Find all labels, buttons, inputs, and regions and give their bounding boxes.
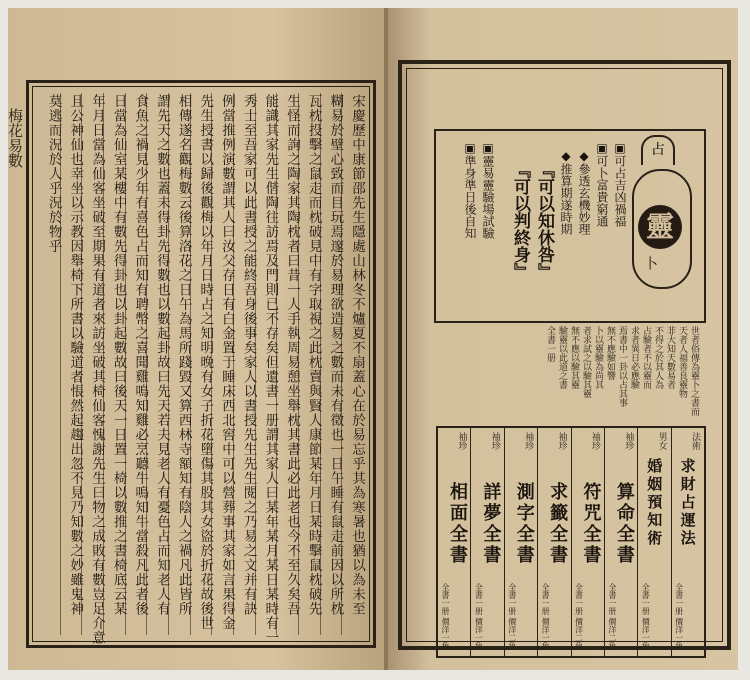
book-label: 袖珍 [589, 432, 600, 450]
left-page [8, 8, 386, 670]
ad-frame [398, 60, 731, 650]
book-title: 求財占運法 [678, 458, 697, 548]
seal-icon: 靈 [638, 205, 682, 249]
small-ad-line: 世者俗傳為靈卜之書而 [689, 326, 699, 416]
open-book [8, 8, 738, 670]
book-price: 全書一册 價洋一角 [674, 583, 684, 650]
text-column: 相傳遂名觀梅數云後算洛花之日午為馬所踐毀又算西林寺額知有陰人之禍凡此皆所 [168, 93, 190, 635]
seal-side-char: 卜 [642, 256, 658, 270]
small-ad-line: 卜以靈驗為尚其 [593, 326, 603, 389]
book-list [436, 426, 706, 658]
ad-slogan: 『可以判終身』 [510, 161, 530, 280]
small-ad-line: 無不應以驗其靈 [569, 326, 579, 389]
book-title: 算命全書 [613, 482, 635, 566]
book-price: 全書一册 價洋一角 [541, 583, 551, 650]
book-entry [671, 428, 704, 656]
book-price: 全書一册 價洋二角 [574, 583, 584, 650]
book-title: 符咒全書 [580, 482, 602, 566]
advert-box [434, 129, 706, 323]
seal-badge: 占 [641, 135, 675, 165]
text-column: 瓦枕投擊之鼠走而枕破見中有字取視之此枕賣與賢人康節某年月日某時擊鼠枕破先 [298, 93, 320, 635]
ad-line: ▣可占吉凶禍福 [613, 141, 627, 227]
text-column: 先生授書以歸後觀梅以年月日時占之知明晚有女子折花墮傷其股其女盜於折花故後世 [190, 93, 212, 635]
text-column: 且公神仙也幸坐以示教因舉椅下所書以驗道者悵然起趨出忽不見乃知數之妙雖鬼神 [60, 93, 82, 635]
text-column: 秀士至吾家可以此書授之能終吾身後事矣家人以書授先生先生閱之乃易之文并有訣 [233, 93, 255, 635]
book-entry [470, 428, 503, 656]
small-ad-line: 焉書中一卦以占其事 [617, 326, 627, 407]
small-ad-line: 無不應驗如響 [605, 326, 615, 380]
book-label: 袖珍 [556, 432, 567, 450]
text-column: 莫逃而況於人乎況於物乎 [45, 94, 62, 254]
text-column: 日當為仙室某樓中有數先得卦也以卦起數故曰後天一日置一椅以數推之書椅底云某 [103, 93, 125, 635]
book-label: 法術 [690, 432, 700, 450]
book-label: 袖珍 [523, 432, 534, 450]
ad-line: ▣靈易靈驗場試驗 [481, 141, 495, 239]
ad-line: ▣準身準日後自知 [463, 141, 477, 239]
book-title: 相面全書 [447, 482, 468, 566]
book-price: 全書一册 價洋二角 [607, 583, 617, 650]
book-entry [504, 428, 537, 656]
book-label: 袖珍 [489, 432, 500, 450]
small-ad-line: 全書一册 [545, 326, 555, 362]
ad-line: ▣可卜富貴窮通 [595, 141, 609, 227]
text-columns [39, 93, 365, 645]
book-price: 全書一册 價洋一角 [474, 583, 484, 650]
book-title: 測字全書 [513, 482, 535, 566]
book-title: 求籤全書 [547, 482, 569, 566]
ad-slogan: 『可以知休咎』 [534, 161, 554, 280]
book-entry [438, 428, 470, 656]
small-ad-line: 者求試之以驗其靈 [581, 326, 591, 398]
book-label: 袖珍 [623, 432, 634, 450]
ad-line: ◆推算期遂時期 [559, 149, 573, 235]
book-price: 全書一册 價洋一角 [441, 583, 450, 650]
right-page [388, 8, 738, 670]
small-ad-line: 求者異日必應驗 [629, 326, 639, 389]
small-ad-line: 占驗者不以靈而 [641, 326, 651, 389]
book-entry [571, 428, 604, 656]
book-entry [637, 428, 670, 656]
text-column: 年月日當為仙客坐破至期果有道者來訪坐破其椅仙客愧謝先生曰物之成敗有數豈足介意 [81, 93, 103, 635]
small-ad-line: 天者人福善良靈物 [677, 326, 687, 398]
small-advert [436, 322, 702, 422]
book-title: 詳夢全書 [480, 482, 502, 566]
small-ad-line: 驗靈以此道之書 [557, 326, 567, 389]
book-price: 全書一册 價洋一角 [641, 583, 651, 650]
small-ad-line: 非大知天數易者 [665, 326, 675, 389]
book-label: 男女 [656, 432, 667, 450]
spine-title: 梅花易數 [6, 108, 24, 168]
book-label: 袖珍 [456, 432, 467, 450]
book-price: 全書一册 價洋二角 [507, 583, 517, 650]
text-column: 能識其家先生偕陶往訪焉及門則已不存矣但遺書一册謂其家人曰某年某月某日某時有一 [255, 93, 277, 635]
text-frame [26, 80, 376, 648]
text-column: 宋慶歷中康節邵先生隱處山林冬不爐夏不扇蓋心在於易忘乎其為寒暑也猶以為未至 [341, 93, 363, 635]
text-column: 生怪而詢之陶家其陶枕者曰昔一人手執周易憩坐舉枕其書此必此老也今不至久矣吾 [276, 93, 298, 635]
book-title: 婚姻預知術 [645, 458, 664, 548]
book-entry [537, 428, 570, 656]
text-column: 食魚之禍見少年有喜色占而知有聘幣之喜聞雞鳴知雞必烹聽牛鳴知牛當殺凡此者後 [125, 93, 147, 635]
text-column: 糊易於壁心致而目玩焉邃於易理欲造易之數而未有徵也一日午睡有鼠走前因以所枕 [320, 93, 342, 635]
small-ad-line: 不得之於其人為 [653, 326, 663, 389]
book-entry [604, 428, 637, 656]
text-column: 例當推例演數謂其人曰汝父存日有白金置于睡床西北窖中可以營葬事其家如言果得金 [211, 93, 233, 635]
ad-line: ◆參透玄機妙理 [577, 149, 591, 235]
text-column: 謂先天之數也蓋未得卦先得數也以數起卦故曰先天若夫見老人有憂色占而知老人有 [146, 93, 168, 635]
